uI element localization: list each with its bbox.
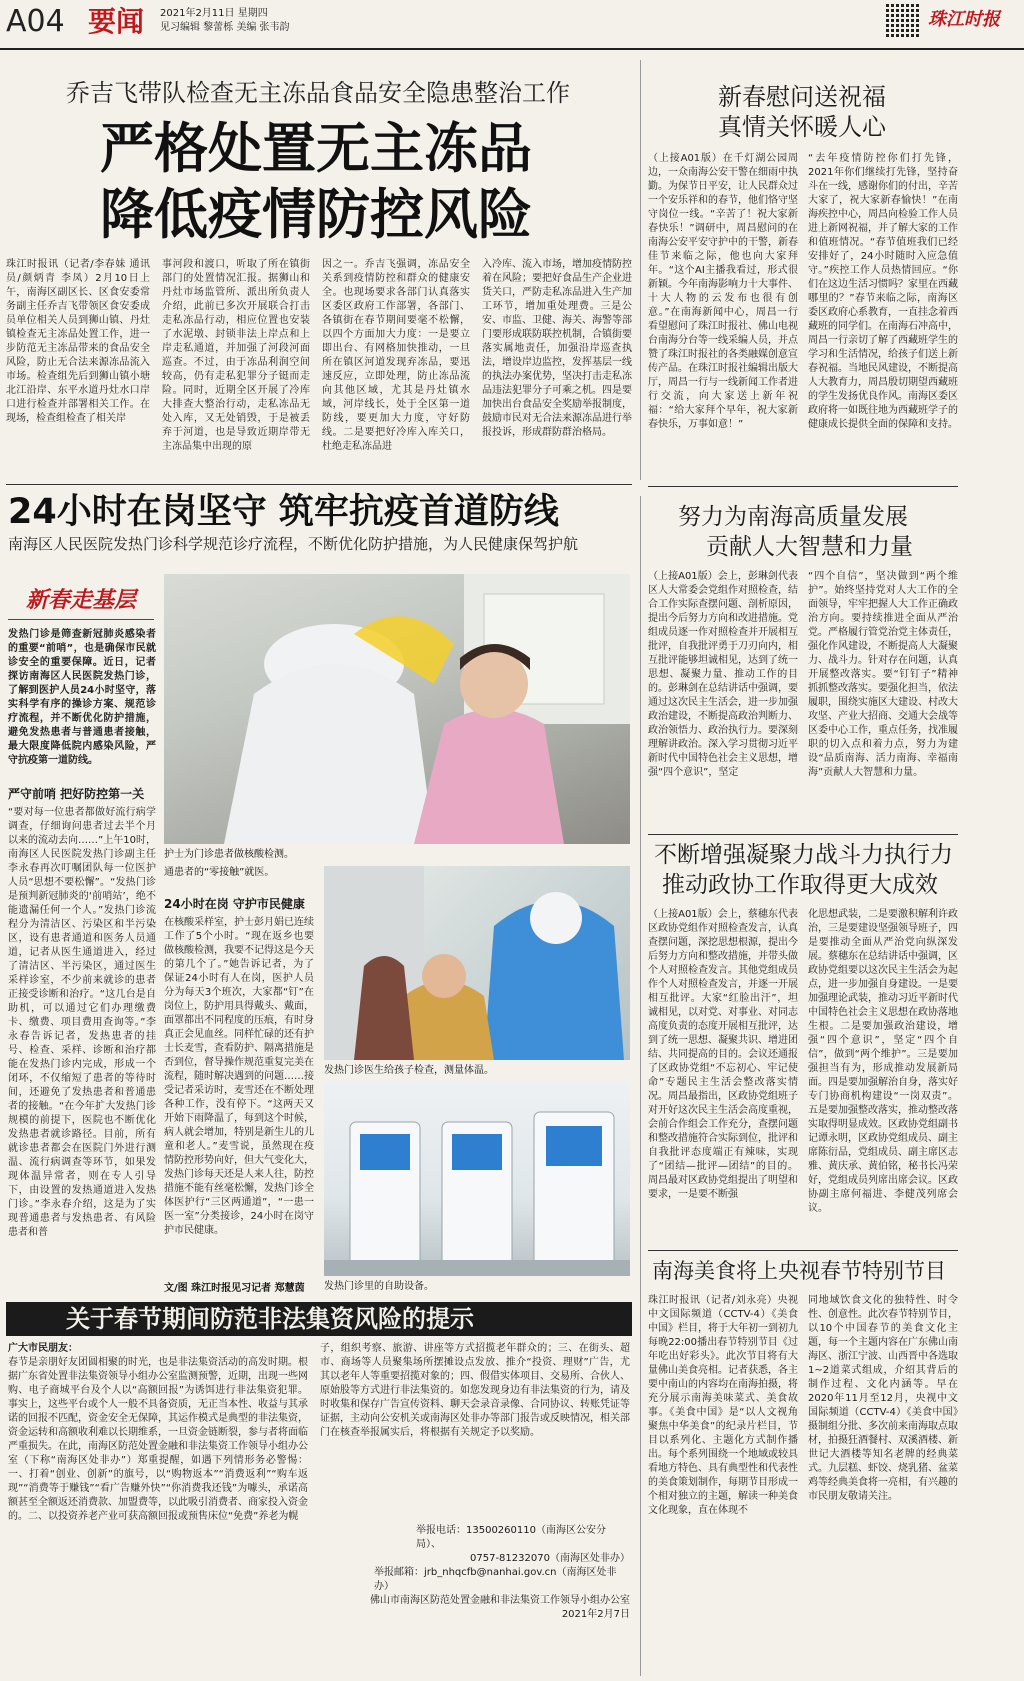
food-title: 南海美食将上央视春节特别节目 <box>652 1259 946 1283</box>
npc-bottom-rule <box>648 834 958 835</box>
duty-intro: 发热门诊是筛查新冠肺炎感染者的重要“前哨”，也是确保市民就诊安全的重要保障。近日，记者探访南海区人民医院发热门诊，了解到医护人员24小时坚守，落实科学有序的操诊方案、规范诊疗流程，并不断优化防护措施，避免发热患者与普通患者接触，最大限度降低院内感染风险，严守抗疫第一道防线。 <box>8 629 156 766</box>
photo-child-check-art <box>324 866 630 1060</box>
photo-self-service-art <box>324 1082 630 1276</box>
npc-column-2: “四个自信”，坚决做到“两个维护”。始终坚持党对人大工作的全面领导，牢牢把握人大工作正确政治方向。要持续推进全面从严治党。严格履行管党治党主体责任，强化作风建设，不断提高人大凝聚力、战斗力。针对存在问题，认真开展整改落实。要“钉钉子”精神抓抓整改落实。要强化担当，依法履职，围绕实施区大建设、村改大攻坚、产业大招商、交通大会战等区委中心工作，重点任务，找准履职的切入点和着力点，努力为建设“品质南海、活力南海、幸福南海”贡献人大智慧和力量。 <box>808 571 958 778</box>
notice-column-2: 子，组织考察、旅游、讲座等方式招揽老年群众的；三、在街头、超市、商场等人员聚集场所摆摊设点发放、推介“投资、理财”广告，尤其以老年人等重要招揽对象的；四、假借实体项目、交易所、合伙人、原始股等方式进行非法集资的。如您发现身边有非法集资的行为，请及时收集和保存广告宣传资料、聊天会录音录像、合同协议、转账凭证等证据，主动向公安机关或南海区处非办等部门报告或反映情况，相关部门在核查举报属实后，将根据有关规定予以奖励。 <box>320 1343 630 1438</box>
mail-label: 举报邮箱： <box>374 1567 424 1578</box>
duty-continuation: 通患者的“零接触”就医。 <box>164 867 275 878</box>
food-column-2: 同地域饮食文化的独特性、时令性、创意性。此次春节特别节目，以10个中国春节的美食文化主题，每一个主题内容在广东佛山南海区、浙江宁波、山西晋中各选取1~2道菜式组成，介绍其背后的制作过程、文化内涵等。早在2020年11月至12月，央视中文国际频道（CCTV-4）《美食中国》摄制组分批、多次前来南海取点取材，拍摄狂酒餐村、双溪酒楼、新世记大酒楼等知名老牌的经典菜式。九层糕、虾饺、烧乳猪、盆菜鸡等经典美食将一亮相，有兴趣的市民朋友敬请关注。 <box>808 1295 958 1502</box>
duty-byline: 文/图 珠江时报见习记者 郑慧茵 <box>164 1283 305 1294</box>
notice-banner <box>6 1302 632 1336</box>
greet-bottom-rule <box>648 486 958 487</box>
photo-self-service-caption: 发热门诊里的自助设备。 <box>324 1281 434 1292</box>
page-number: A04 <box>6 4 65 39</box>
duty-text-2: 在核酸采样室，护士彭月娟已连续工作了5个小时。“现在返乡也要做核酸检测，我要不记得这是今天的第几个了。”她告诉记者，为了保证24小时有人在岗，医护人员分为每天3个班次，大家都“钉”在岗位上，防护用具得戴头、戴面，面罩都出不同程度的压痕，有时身真正会见血丝。同样忙碌的还有护士长麦雪，查看防护、隔离措施是否到位，督导操作规范重复完美在流程，随时解决遇到的问题……接受记者采访时，麦雪还在不断处理各种工作，没有停下。“这两天又开始下雨降温了，每到这个时候，病人就会增加，特别是新生儿的儿童和老人。”麦雪说，虽然现在疫情防控形势向好，但大气变化大，发热门诊每天还是人来人往，防控措施不能有丝毫松懈，发热门诊全体医护行“三区两通道”，“一患一医一室”分类接诊，24小时在岗守护市民健康。 <box>164 917 314 1236</box>
npc-title-2: 贡献人大智慧和力量 <box>706 534 913 560</box>
photo-self-service <box>324 1082 630 1276</box>
series-logo: 新春走基层 <box>8 580 154 620</box>
notice-date: 2021年2月7日 <box>561 1609 630 1620</box>
lead-column-1: 珠江时报讯（记者/李春妹 通讯员/颜炳青 李凤）2月10日上午，南海区副区长、区食安委常务副主任乔吉飞带领区食安委成员单位相关人员到狮山镇、丹灶镇检查无主冻品处置工作，进一步防范无主冻品带来的食品安全风险，防止无合法来源冻品流入市场。检查组先后到狮山镇小塘北江沿岸、东平水道丹灶水口岸口进行检查并部署相关工作。在现场，检查组检查了相关岸 <box>6 259 150 424</box>
duty-subhead-2: 24小时在岗 守护市民健康 <box>164 897 305 911</box>
paper-logo: 珠江时报 <box>928 9 1000 30</box>
cppcc-title-2: 推动政协工作取得更大成效 <box>662 872 938 898</box>
lead-column-2: 事河段和渡口，听取了所在镇街部门的处置情况汇报。据狮山和丹灶市场监管所、派出所负责人介绍，此前已多次开展联合打击走私冻品行动，相应位置也安装了水泥墩、封锁非法上岸点和上岸走私通道，并加强了河段河面巡查。不过，由于冻品利润空间较高，仍有走私犯罪分子铤而走险。同时，近期全区开展了冷库大排查大整治行动，走私冻品无处入库，又无处销毁，于是被丢弃于河道，也是导致近期岸带无主冻品集中出现的原 <box>162 259 310 452</box>
photo-nurse-swab-art <box>164 574 630 844</box>
cppcc-column-2: 化思想武装，二是要激积解利许政治，三是要建设坚强领导班子，四是要推动全面从严治党向纵深发展。蔡穗东在总结讲话中强调，区政协党组要以这次民主生活会为起点，进一步加强自身建设。一是要加强理论武装，推动习近平新时代中国特色社会主义思想在政协落地生根。二是要加强政治建设，增强“四个意识”，坚定“四个自信”，做到“两个维护”。三是要加强担当有为，形成推动发展新局面。四是要加强解治自身，落实好专门协商机构建设“一岗双责”。五是要加强整改落实，推动整改落实取得明显成效。区政协党组副书记谭永明，区政协党组成员、副主席陈衍品，党组成员、副主席区志雅、黄庆承、黄伯铭，秘书长冯荣好，党组成员列席出席会议。区政协副主席何福进、李健茂列席会议。 <box>808 909 958 1214</box>
editor-credits: 见习编辑 黎蕾栎 美编 张韦韵 <box>160 22 290 33</box>
duty-subhead-1: 严守前哨 把好防控第一关 <box>8 787 145 801</box>
duty-headline: 24小时在岗坚守 筑牢抗疫首道防线 <box>8 492 559 532</box>
duty-subhead: 南海区人民医院发热门诊科学规范诊疗流程，不断优化防护措施，为人民健康保驾护航 <box>8 535 579 553</box>
cppcc-bottom-rule <box>648 1250 958 1251</box>
npc-title-1: 努力为南海高质量发展 <box>678 504 908 530</box>
food-column-1: 珠江时报讯（记者/刘永亮）央视中文国际频道（CCTV-4）《美食中国》栏目，将于大年初一到初九每晚22:00播出春节特别节目《过年吃出好彩头》。此次节目将有大量佛山美食亮相。记者获悉，各主要中南山的内容均在南海拍摄，将充分展示南海美味菜式、美食故事。《美食中国》是“以人文视角聚焦中华美食”的纪录片栏目，节目以系列化、主题化方式制作播出。每个系列围绕一个地域或较具看地方特色、具有典型性和代表性的美食策划制作，每期节目形成一个相对独立的主题，解读一种美食文化现象，直在体现不 <box>648 1295 798 1516</box>
greet-title-2: 真情关怀暖人心 <box>718 113 886 141</box>
lead-headline-1: 严格处置无主冻品 <box>100 116 532 180</box>
notice-column-1: 春节是亲朋好友团圆相聚的时光，也是非法集资活动的高发时期。根据广东省处置非法集资领导小组办公室监测预警，近期，出现一些网购、电子商城平台及个人以“高额回报”为诱饵进行非法集资犯罪。事实上，这些平台或个人一般不具备资质，无正当本性、收益与其承诺的回报不匹配，资金安全无保障，其运作模式是典型的非法集资，资金运转和高额收利难以长期维系，一旦资金链断裂，参与者将面临严重损失。在此，南海区防范处置金融和非法集资工作领导小组办公室（下称“南海区处非办”）郑重提醒，如遇下列情形务必警惕：一、打着“创业、创新”的旗号，以“购物返本”“消费返利”“购车返现”“消费等于赚钱”“看广告赚外快”“你消费我还钱”为噱头，承诺高额甚至全额返还消费款、加盟费等，以此吸引消费者、商家投入资金的。二、以投资养老产业可获高额回报或预售床位“免费”养老为幌 <box>8 1357 308 1522</box>
lead-headline-2: 降低疫情防控风险 <box>100 182 532 246</box>
hotline-row <box>320 1524 630 1552</box>
lead-bottom-rule <box>6 484 632 485</box>
greet-title-1: 新春慰问送祝福 <box>718 83 886 111</box>
photo-nurse-swab-caption: 护士为门诊患者做核酸检测。 <box>164 849 294 860</box>
photo-child-check <box>324 866 630 1060</box>
cppcc-title-1: 不断增强凝聚力战斗力执行力 <box>654 842 953 868</box>
notice-issuer: 佛山市南海区防范处置金融和非法集资工作领导小组办公室 <box>370 1595 630 1606</box>
masthead-rule <box>0 48 1024 50</box>
notice-greeting: 广大市民朋友： <box>8 1343 78 1354</box>
hotline-number-2[interactable]: 0757-81232070（南海区处非办） <box>470 1553 630 1564</box>
duty-text-1: “要对每一位患者都做好流行病学调查，仔细询问患者过去半个月以来的流动去向……”上午10时，南海区人民医院发热门诊副主任李永春再次叮嘱团队每一位医护人员“思想不要松懈”。“发热门诊是预判新冠肺炎的‘前哨站’，绝不能遗漏任何一个人。”发热门诊流程分为清洁区、污染区和半污染区，设有患者通道和医务人员通道，记者从医生通道进入，经过了清洁区、半污染区，通过医生采样诊室，不少前来就诊的患者正接受诊断和治疗。“这几台是自助机，可以通过它们办理缴费卡、缴费、项目费用查询等。”李永春告诉记者，发热患者的挂号、检查、采样、诊断和治疗都能在发热门诊内完成，形成一个闭环，不仅缩短了患者的等待时间，还避免了发热患者和普通患者的接触。“在今年扩大发热门诊规模的前提下，医院也不断优化发热患者就诊路径。目前，所有就诊患者都会在医院门外进行测温、流行病调查等环节，如果发现体温异常者，则在专人引导下，由设置的发热通道进入发热门诊。”李永春介绍，这是为了实现普通患者与发热患者、有风险患者和普 <box>8 807 156 1238</box>
lead-column-4: 入冷库、流入市场，增加疫情防控着在风险；要把好食品生产企业进货关口，严防走私冻品进入生产加工环节，增加重处理费。三是公安、市监、卫健、海关、海警等部门要形成联防联控机制，合镇街要落实属地责任，加强沿岸巡查执法，增设岸边监控，发挥基层一线的执法办案优势，坚决打击走私冻品违法犯罪分子可乘之机。四是要加快出台食品安全奖励举报制度，鼓励市民对无合法来源冻品进行举报投诉，形成群防群治格局。 <box>482 259 632 438</box>
issue-date: 2021年2月11日 星期四 <box>160 8 268 19</box>
hotline-row-2 <box>320 1552 630 1566</box>
mail-row <box>320 1566 630 1594</box>
greet-column-2: “去年疫情防控你们打先锋，2021年你们继续打先锋，坚持奋斗在一线，感谢你们的付出，辛苦大家了，祝大家新春愉快！”在南海疾控中心，周昌向检验工作人员进上新网祝福，并了解大家的工作和值班情况。“春节值班我们已经安排好了，24小时随时入应急值守。”疾控工作人员热情回应。“你们在这边生活习惯吗？家里在西藏哪里的？”春节来临之际，南海区委区政府心系教育，一直挂念着西藏班的同学们。在南海石冲高中，周昌一行亲切了解了西藏班学生的学习和生活情况，给孩子们送上新春祝福。当地民风建设，不断提高人大教育力，周昌殷切期望西藏班的学生发扬优良作风。南海区委区政府将一如既往地为西藏班学子的健康成长提供全面的保障和支持。 <box>808 153 958 430</box>
photo-child-check-caption: 发热门诊医生给孩子检查，测量体温。 <box>324 1065 494 1076</box>
masthead <box>0 0 1024 48</box>
npc-column-1: （上接A01版）会上，彭琳剑代表区人大常委会党组作对照检查，结合工作实际查摆问题、剖析原因，提出今后努力方向和改进措施。党组成员逐一作对照检查并开展相互批评，自我批评勇于刀刃向内，相互批评能够坦诚相见，达到了统一思想、凝聚力量、推动工作的目的。彭琳剑在总结讲话中强调，要通过这次民主生活会，进一步加强政治建设，不断提高政治判断力、政治领悟力、政治执行力。要深刻理解讲政治。深入学习贯彻习近平新时代中国特色社会主义思想，增强“四个意识”，坚定 <box>648 571 798 778</box>
report-email[interactable]: jrb_nhqcfb@nanhai.gov.cn（南海区处非办） <box>374 1567 617 1592</box>
greet-column-1: （上接A01版）在千灯湖公园周边，一众南海公安干警在细雨中执勤。为保节日平安，让人民群众过一个安乐祥和的春节，他们恪守坚守岗位一线。“辛苦了！祝大家新春快乐！”调研中，周昌慰问的在南海公安平安守护中的干警，新春佳节来临之际，他也向大家拜年。“这个AI主播我看过，形式很新颖。今年南海影响力十大事件、十大人物的云发布也很有创意。”在南海新闻中心，周昌一行看望慰问了珠江时报社、佛山电视台南海分台等一线采编人员，并点赞了珠江时报社的各类融媒创意宣传产品。在珠江时报社编辑出版大厅，周昌一行与一线新闻工作者进行交流，向大家送上新年祝福：“给大家拜个早年，祝大家新春快乐，万事如意！” <box>648 153 798 430</box>
hotline-label: 举报电话： <box>416 1525 466 1536</box>
cppcc-column-1: （上接A01版）会上，蔡穗东代表区政协党组作对照检查发言，认真查摆问题，深挖思想根源，提出今后努力方向和整改措施，并带头做个人对照检查发言。其他党组成员作个人对照检查发言，并逐一开展相互批评。大家“红脸出汗”，坦诚相见，以对党、对事业、对同志高度负责的态度开展相互批评，达到了统一思想、凝聚共识、增进团结、共同提高的目的。会议还通报了区政协党组“不忘初心、牢记使命”专题民主生活会整改落实情况。周昌最指出，区政协党组班子对开好这次民主生活会高度重视，会前合作组会工作充分，查摆问题和整改措施符合实际到位，批评和自我批评态度端正有辣味，实现了“团结—批评—团结”的目的。周昌最对区政协党组提出了明望和要求，一是要不断强 <box>648 909 798 1200</box>
section-name: 要闻 <box>88 5 145 38</box>
hotline-number-1[interactable]: 13500260110（南海区公安分局）、 <box>416 1525 606 1550</box>
lead-kicker: 乔吉飞带队检查无主冻品食品安全隐患整治工作 <box>66 79 570 107</box>
qr-code[interactable] <box>886 3 920 37</box>
photo-nurse-swab <box>164 574 630 844</box>
column-divider-top <box>640 60 641 480</box>
column-divider-bottom <box>640 496 641 1676</box>
notice-contact <box>320 1524 630 1676</box>
lead-column-3: 因之一。乔吉飞强调，冻品安全关系到疫情防控和群众的健康安全。也现场要求各部门认真落实区委区政府工作部署，各部门、各镇街在春节期间要毫不松懈，以四个方面加大力度：一是要立即出台、有网格加快推动，一旦所在镇区河道发现弃冻品，要迅速反应，立即处理，防止冻品流向其他区域，尤其是丹灶镇水域，河岸线长，处于全区第一道防线，要更加大力度，守好防线。二是要把好冷库入库关口，杜绝走私冻品进 <box>322 259 470 452</box>
notice-title: 关于春节期间防范非法集资风险的提示 <box>66 1304 474 1333</box>
